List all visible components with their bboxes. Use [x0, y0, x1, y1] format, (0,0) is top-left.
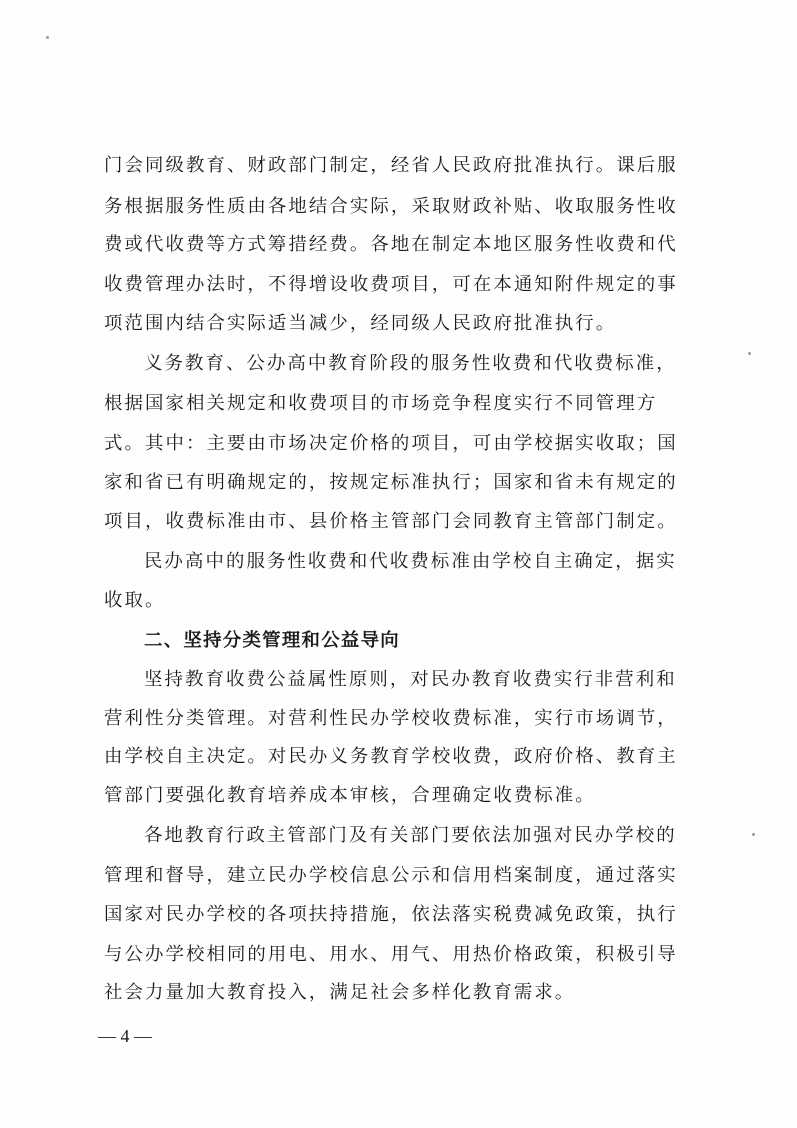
paragraph-start: 坚持教育收费公益属性原则，对民办教育收费实行非营利和	[144, 669, 677, 690]
scan-speck	[748, 352, 751, 355]
body-line: 与公办学校相同的用电、用水、用气、用热价格政策，积极引导	[104, 944, 678, 965]
body-line: 式。其中：主要由市场决定价格的项目，可由学校据实收取；国	[104, 433, 678, 454]
body-line: 家和省已有明确规定的，按规定标准执行；国家和省未有规定的	[104, 472, 678, 493]
body-line: 根据国家相关规定和收费项目的市场竞争程度实行不同管理方	[104, 393, 658, 414]
body-line: 管理和督导，建立民办学校信息公示和信用档案制度，通过落实	[104, 865, 678, 886]
paragraph-start: 各地教育行政主管部门及有关部门要依法加强对民办学校的	[144, 825, 677, 846]
paragraph-start: 义务教育、公办高中教育阶段的服务性收费和代收费标准，	[144, 353, 677, 374]
scan-speck	[46, 36, 49, 39]
body-line: 务根据服务性质由各地结合实际，采取财政补贴、收取服务性收	[104, 196, 678, 217]
body-line: 由学校自主决定。对民办义务教育学校收费，政府价格、教育主	[104, 746, 678, 767]
section-heading: 二、坚持分类管理和公益导向	[144, 630, 400, 651]
paragraph-start: 民办高中的服务性收费和代收费标准由学校自主确定，据实	[144, 551, 677, 572]
body-line: 门会同级教育、财政部门制定，经省人民政府批准执行。课后服	[104, 155, 678, 176]
page-number: — 4 —	[98, 1026, 152, 1046]
body-line: 项目，收费标准由市、县价格主管部门会同教育主管部门制定。	[104, 511, 678, 532]
body-line: 收费管理办法时，不得增设收费项目，可在本通知附件规定的事	[104, 274, 678, 295]
body-line: 国家对民办学校的各项扶持措施，依法落实税费减免政策，执行	[104, 904, 678, 925]
body-line: 收取。	[104, 590, 166, 611]
scan-speck	[752, 833, 755, 836]
body-line: 项范围内结合实际适当减少，经同级人民政府批准执行。	[104, 313, 617, 334]
body-line: 营利性分类管理。对营利性民办学校收费标准，实行市场调节，	[104, 708, 678, 729]
body-line: 管部门要强化教育培养成本审核，合理确定收费标准。	[104, 785, 596, 806]
body-line: 社会力量加大教育投入，满足社会多样化教育需求。	[104, 982, 576, 1003]
body-line: 费或代收费等方式筹措经费。各地在制定本地区服务性收费和代	[104, 234, 678, 255]
